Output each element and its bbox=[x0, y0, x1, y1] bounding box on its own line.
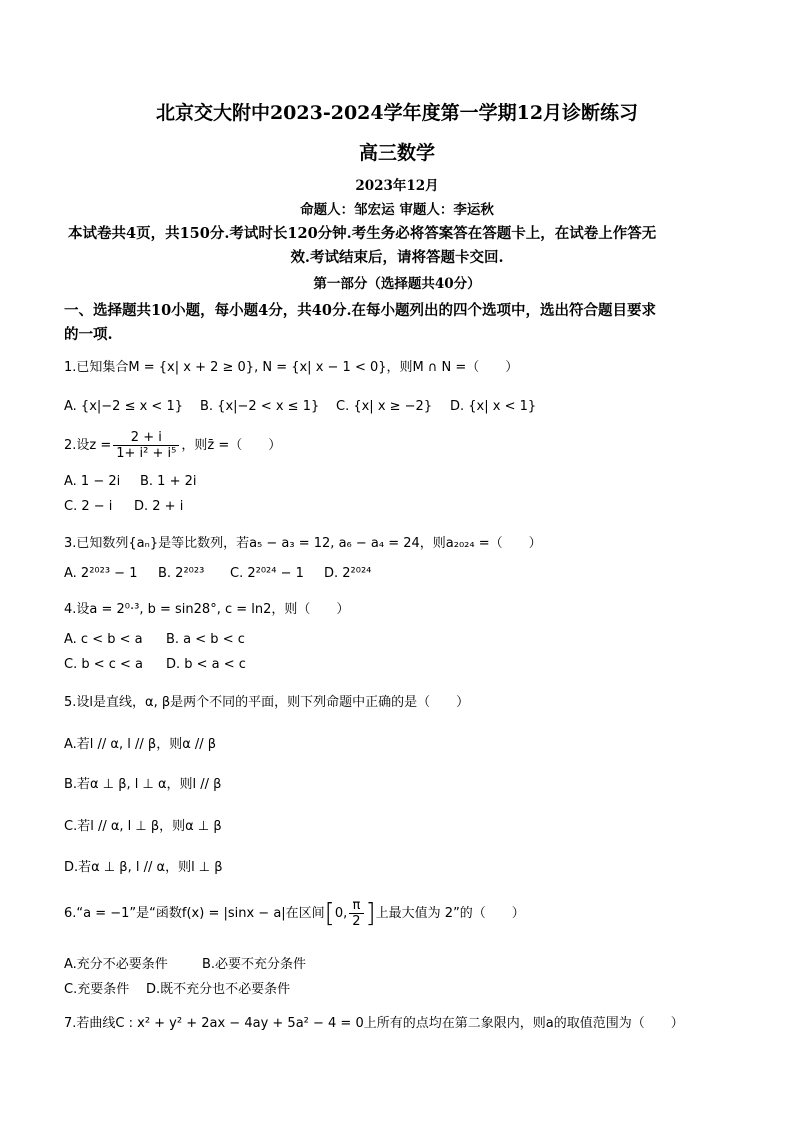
question-2-fraction-numerator: 2 + i bbox=[113, 430, 179, 446]
question-4-option-a: A. c < b < a bbox=[64, 632, 143, 647]
question-6-prefix: 6.“a = −1”是“函数f(x) = |sinx − a|在区间 bbox=[64, 906, 325, 921]
section-heading-line-1: 一、选择题共10小题，每小题4分，共40分.在每小题列出的四个选项中，选出符合题目要求 bbox=[64, 302, 656, 319]
instructions-line-2: 效.考试结束后，请将答题卡交回. bbox=[290, 249, 504, 266]
question-2-fraction-denominator: 1+ i² + i⁵ bbox=[116, 446, 177, 461]
question-6-interval-left: 0, bbox=[334, 906, 348, 921]
question-6-option-c: C.充要条件 bbox=[64, 982, 130, 997]
question-4-option-d: D. b < a < c bbox=[166, 657, 246, 672]
question-4-option-c: C. b < c < a bbox=[64, 657, 144, 672]
part-heading: 第一部分（选择题共40分） bbox=[313, 276, 481, 292]
question-3-option-d: D. 2²⁰²⁴ bbox=[324, 566, 372, 581]
question-1-option-d: D. {x| x < 1} bbox=[450, 399, 537, 414]
question-6-option-d: D.既不充分也不必要条件 bbox=[146, 982, 291, 997]
question-5-stem: 5.设l是直线，α, β是两个不同的平面，则下列命题中正确的是（ ） bbox=[64, 695, 470, 710]
question-2-option-b: B. 1 + 2i bbox=[140, 474, 197, 489]
question-4-option-b: B. a < b < c bbox=[166, 632, 245, 647]
question-1-option-a: A. {x|−2 ≤ x < 1} bbox=[64, 399, 183, 414]
question-6-option-b: B.必要不充分条件 bbox=[202, 957, 307, 972]
question-2-option-a: A. 1 − 2i bbox=[64, 474, 121, 489]
question-2-option-d: D. 2 + i bbox=[134, 499, 184, 514]
instructions-line-1: 本试卷共4页，共150分.考试时长120分钟.考生务必将答案答在答题卡上，在试卷上作答无 bbox=[68, 225, 657, 242]
question-3-option-b: B. 2²⁰²³ bbox=[158, 566, 205, 581]
question-5-option-a: A.若l // α, l // β，则α // β bbox=[64, 737, 217, 752]
interval-right-bracket: ] bbox=[365, 898, 376, 929]
question-6-stem bbox=[64, 898, 525, 929]
question-4-stem: 4.设a = 2⁰·³, b = sin28°, c = ln2，则（ ） bbox=[64, 602, 350, 617]
question-5-option-c: C.若l // α, l ⊥ β，则α ⊥ β bbox=[64, 819, 222, 834]
exam-date: 2023年12月 bbox=[355, 178, 439, 194]
question-2-option-c: C. 2 − i bbox=[64, 499, 113, 514]
question-1-stem: 1.已知集合M = {x| x + 2 ≥ 0}, N = {x| x − 1 < 0}，则M ∩ N =（ ） bbox=[64, 360, 519, 375]
exam-subtitle: 高三数学 bbox=[358, 142, 435, 164]
question-2-prefix: 2.设z = bbox=[64, 438, 112, 453]
question-5-option-b: B.若α ⊥ β, l ⊥ α，则l // β bbox=[64, 777, 222, 792]
question-5-option-d: D.若α ⊥ β, l // α，则l ⊥ β bbox=[64, 860, 223, 875]
question-6-fraction-numerator: π bbox=[349, 898, 363, 914]
question-6-fraction-denominator: 2 bbox=[352, 914, 361, 929]
section-heading-line-2: 的一项. bbox=[64, 326, 113, 343]
question-6-fraction bbox=[349, 898, 363, 929]
question-2-suffix: ，则z̄ =（ ） bbox=[181, 438, 282, 453]
question-1-option-b: B. {x|−2 < x ≤ 1} bbox=[200, 399, 320, 414]
question-2-fraction bbox=[113, 430, 179, 461]
question-1-option-c: C. {x| x ≥ −2} bbox=[336, 399, 433, 414]
interval-left-bracket: [ bbox=[324, 898, 335, 929]
question-3-option-c: C. 2²⁰²⁴ − 1 bbox=[230, 566, 304, 581]
question-3-stem: 3.已知数列{aₙ}是等比数列，若a₅ − a₃ = 12, a₆ − a₄ = 24，则a₂₀₂₄ =（ ） bbox=[64, 536, 542, 551]
exam-authors: 命题人：邹宏运 审题人：李运秋 bbox=[300, 202, 494, 218]
question-7-stem: 7.若曲线C : x² + y² + 2ax − 4ay + 5a² − 4 = 0上所有的点均在第二象限内，则a的取值范围为（ ） bbox=[64, 1016, 684, 1031]
question-3-option-a: A. 2²⁰²³ − 1 bbox=[64, 566, 138, 581]
question-2-stem bbox=[64, 430, 281, 461]
question-6-option-a: A.充分不必要条件 bbox=[64, 957, 168, 972]
exam-title: 北京交大附中2023-2024学年度第一学期12月诊断练习 bbox=[155, 102, 639, 124]
question-6-suffix: 上最大值为 2”的（ ） bbox=[375, 906, 525, 921]
